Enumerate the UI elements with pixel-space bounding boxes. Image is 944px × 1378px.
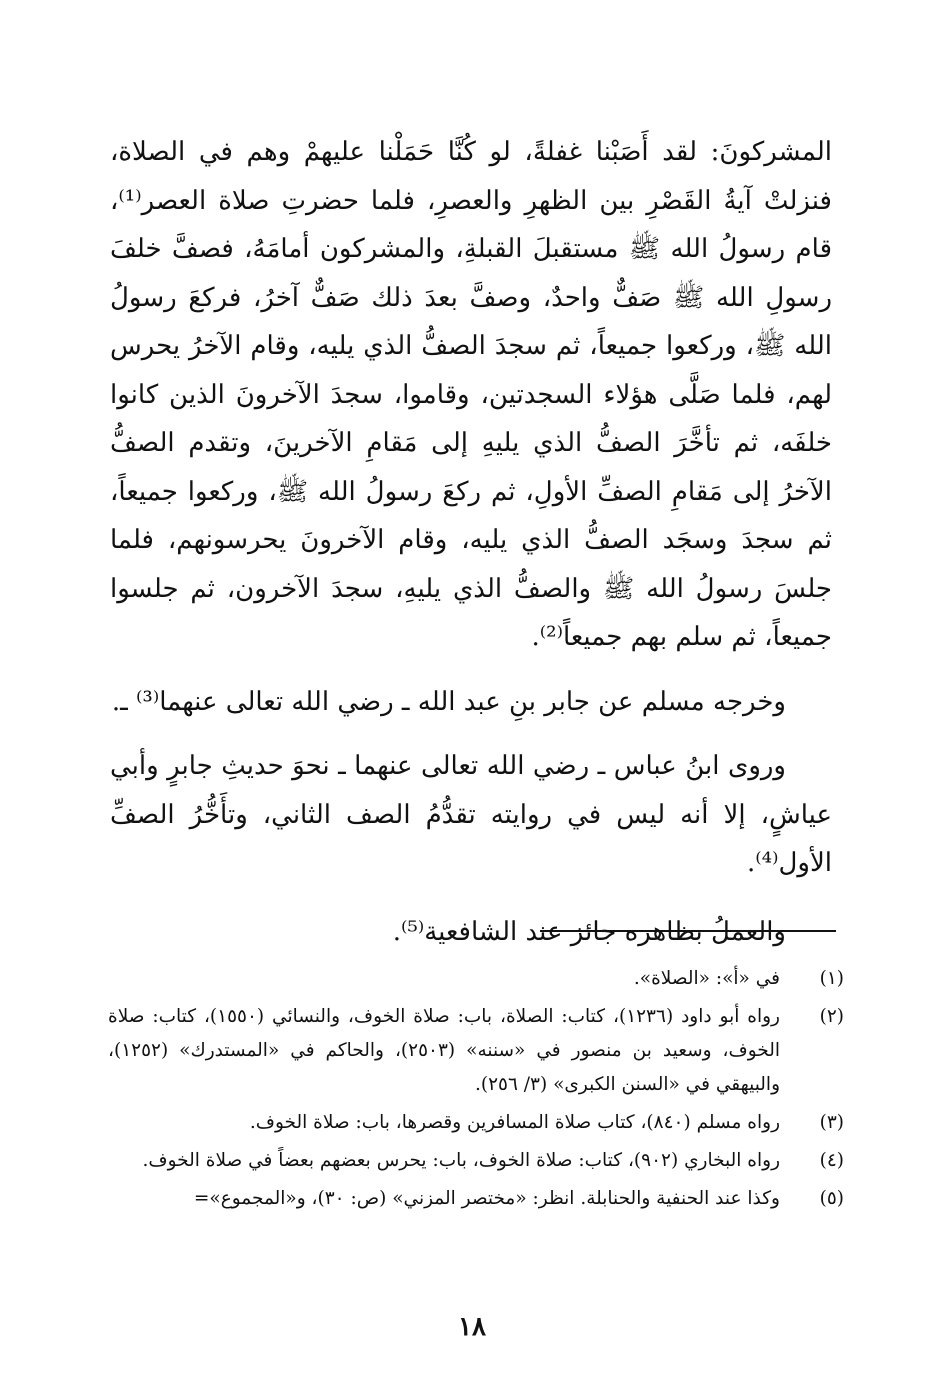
footnote-text: رواه البخاري (٩٠٢)، كتاب: صلاة الخوف، باب: يحرس بعضهم بعضاً في صلاة الخوف. <box>142 1150 780 1171</box>
footnote-text: رواه أبو داود (١٢٣٦)، كتاب: الصلاة، باب: صلاة الخوف، والنسائي (١٥٥٠)، كتاب: صلاة الخوف، وسعيد بن منصور في «سننه» (٢٥٠٣)، والحاكم في «المستدرك» (١٢٥٢)، والبيهقي في «السنن الكبرى» (٣/ ٢٥٦). <box>108 1006 780 1095</box>
footnote-separator <box>540 930 836 932</box>
footnote-5 <box>108 1182 844 1216</box>
paragraph-1: المشركونَ: لقد أَصَبْنا غفلةً، لو كُنَّا حَمَلْنا عليهمْ وهم في الصلاة، فنزلتْ آيةُ القَصْرِ بين الظهرِ والعصرِ، فلما حضرتِ صلاة العصر⁽¹⁾، قام رسولُ الله ﷺ مستقبلَ القبلةِ، والمشركون أمامَهُ، فصفَّ خلفَ رسولِ الله ﷺ صَفٌّ واحدٌ، وصفَّ بعدَ ذلك صَفٌّ آخرُ، فركعَ رسولُ الله ﷺ، وركعوا جميعاً، ثم سجدَ الصفُّ الذي يليه، وقام الآخرُ يحرس لهم، فلما صَلَّى هؤلاء السجدتين، وقاموا، سجدَ الآخرونَ الذين كانوا خلفَه، ثم تأخَّرَ الصفُّ الذي يليهِ إلى مَقامِ الآخرينَ، وتقدم الصفُّ الآخرُ إلى مَقامِ الصفِّ الأولِ، ثم ركعَ رسولُ الله ﷺ، وركعوا جميعاً، ثم سجدَ وسجَد الصفُّ الذي يليه، وقام الآخرونَ يحرسونهم، فلما جلسَ رسولُ الله ﷺ والصفُّ الذي يليهِ، سجدَ الآخرون، ثم جلسوا جميعاً، ثم سلم بهم جميعاً⁽²⁾. <box>110 137 832 652</box>
page-number: ١٨ <box>458 1312 486 1342</box>
paragraph-3: وروى ابنُ عباس ـ رضي الله تعالى عنهما ـ نحوَ حديثِ جابرٍ وأبي عياشٍ، إلا أنه ليس في روايته تقدُّمُ الصف الثاني، وتأَخُّرُ الصفِّ الأول⁽⁴⁾. <box>110 751 832 878</box>
footnote-number: (٣) <box>819 1112 844 1133</box>
paragraph-2: وخرجه مسلم عن جابر بنِ عبد الله ـ رضي الله تعالى عنهما⁽³⁾ ـ. <box>111 686 786 717</box>
footnote-3 <box>108 1106 844 1140</box>
footnote-text: رواه مسلم (٨٤٠)، كتاب صلاة المسافرين وقصرها، باب: صلاة الخوف. <box>249 1112 780 1133</box>
footnotes <box>108 962 844 1220</box>
footnote-1 <box>108 962 844 996</box>
footnote-2 <box>108 1000 844 1102</box>
main-text <box>110 128 832 956</box>
paragraph-4: والعملُ بظاهره جائز عند الشافعية⁽⁵⁾. <box>392 916 786 947</box>
footnote-number: (١) <box>819 968 844 989</box>
footnote-4 <box>108 1144 844 1178</box>
footnote-text: وكذا عند الحنفية والحنابلة. انظر: «مختصر المزني» (ص: ٣٠)، و«المجموع»= <box>193 1188 780 1209</box>
footnote-text: في «أ»: «الصلاة». <box>633 968 780 989</box>
footnote-number: (٥) <box>819 1188 844 1209</box>
footnote-number: (٤) <box>819 1150 844 1171</box>
footnote-number: (٢) <box>819 1006 844 1027</box>
